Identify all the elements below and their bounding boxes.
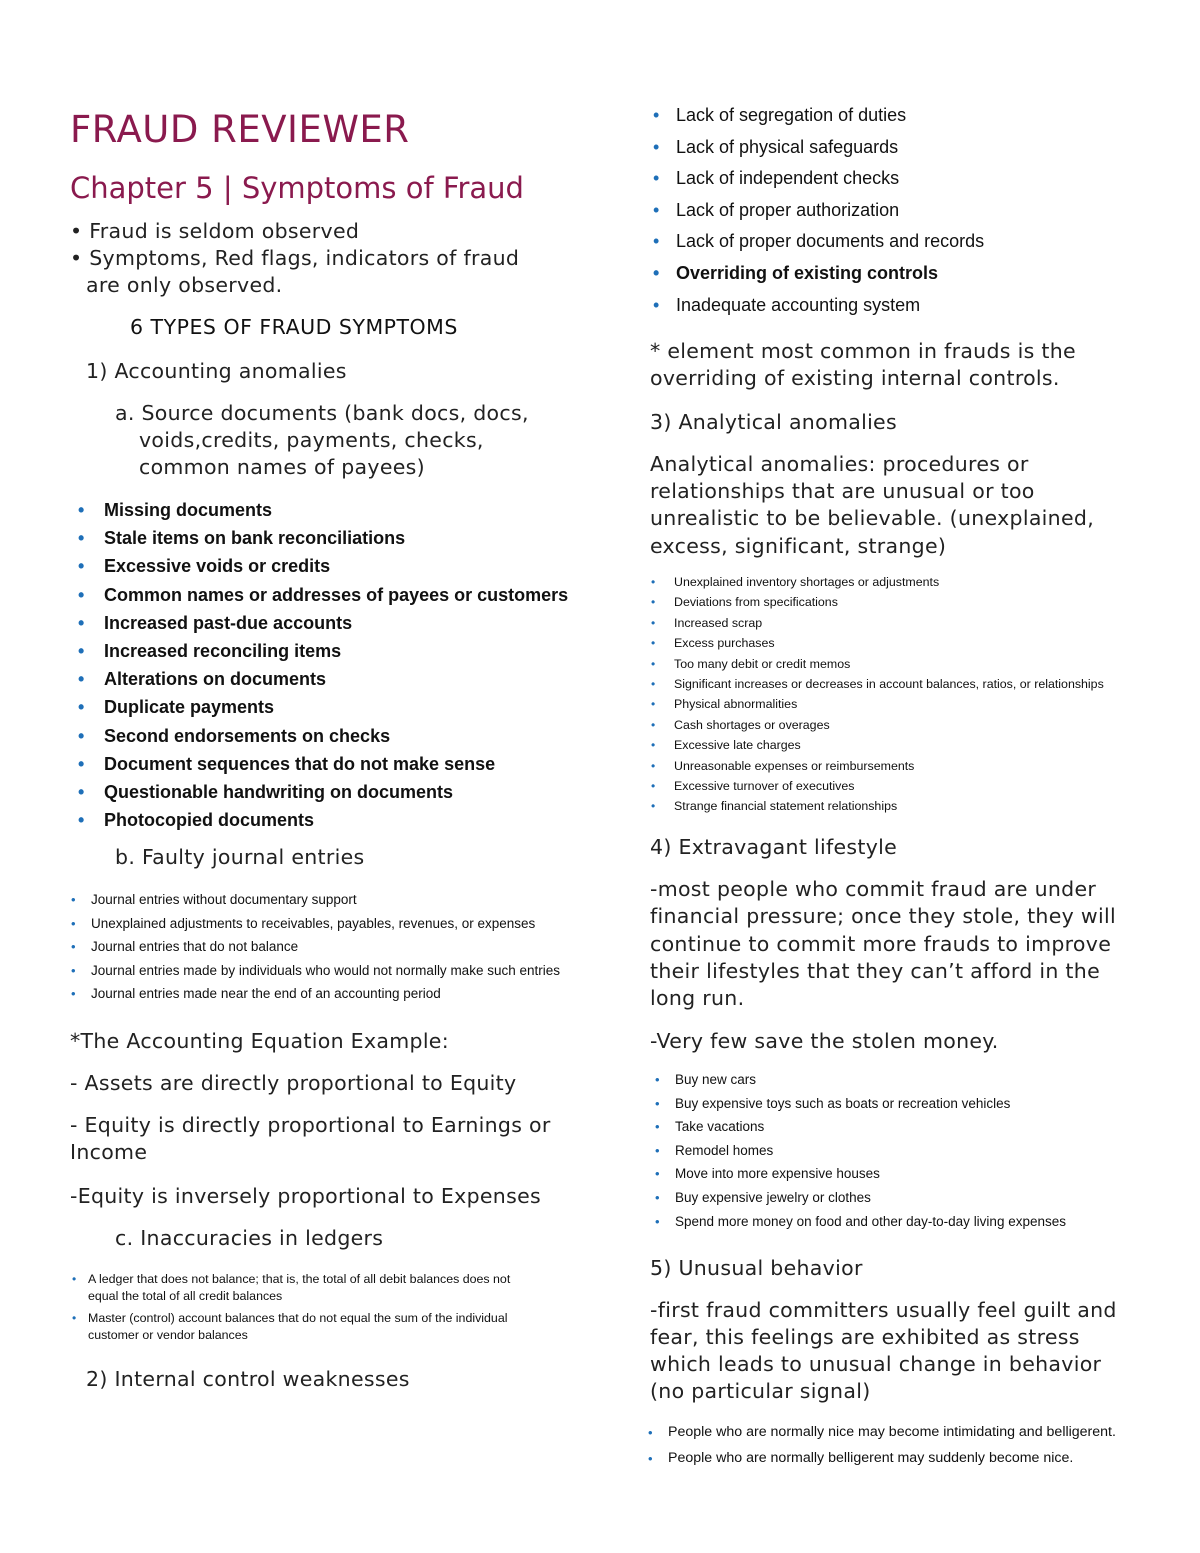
paragraph-line: long run. — [650, 986, 745, 1010]
types-heading: 6 TYPES OF FRAUD SYMPTOMS — [130, 315, 458, 339]
bullet-icon: • — [78, 753, 85, 774]
bullet-icon: • — [72, 1272, 77, 1286]
list-item: • Excess purchases — [648, 633, 1104, 653]
list-item: • Lack of physical safeguards — [650, 132, 984, 164]
equation-line: -Equity is inversely proportional to Expenses — [70, 1184, 541, 1208]
list-item: • Move into more expensive houses — [652, 1162, 1066, 1186]
list-item: • Physical abnormalities — [648, 694, 1104, 714]
list-item: • Lack of proper authorization — [650, 195, 984, 227]
bullet-icon: • — [655, 1213, 660, 1229]
bullet-icon: • — [78, 612, 85, 633]
bullet-icon: • — [71, 986, 76, 1002]
bullet-icon: • — [71, 892, 76, 907]
list-item: • Excessive voids or credits — [76, 552, 568, 580]
list-item: • Journal entries that do not balance — [68, 935, 560, 959]
bullet-icon: • — [71, 915, 76, 931]
analytical-anomalies-list — [648, 572, 1104, 817]
equation-title: *The Accounting Equation Example: — [70, 1029, 449, 1053]
list-item: • Questionable handwriting on documents — [76, 778, 568, 806]
bullet-icon: • — [78, 584, 85, 605]
bullet-icon: • — [78, 669, 85, 690]
paragraph-line: unrealistic to be believable. (unexplained, — [650, 506, 1095, 530]
bullet-icon: • — [72, 1311, 77, 1325]
equation-line: - Assets are directly proportional to Equity — [70, 1071, 517, 1095]
paragraph-line: (no particular signal) — [650, 1379, 871, 1403]
bullet-icon: • — [71, 939, 76, 955]
note-line: * element most common in frauds is the — [650, 339, 1076, 363]
bullet-icon: • — [651, 697, 656, 712]
bullet-icon: • — [653, 231, 660, 252]
list-item: • Unexplained inventory shortages or adjustments — [648, 572, 1104, 592]
bullet-icon: • — [655, 1142, 660, 1158]
list-item: • Lack of independent checks — [650, 163, 984, 195]
list-item: • Document sequences that do not make sense — [76, 750, 568, 778]
bullet-icon: • — [78, 500, 85, 520]
paragraph-line: relationships that are unusual or too — [650, 479, 1035, 503]
chapter-heading: Chapter 5 | Symptoms of Fraud — [70, 171, 524, 205]
bullet-icon: • — [651, 738, 656, 753]
list-item: • Duplicate payments — [76, 693, 568, 721]
paragraph-line: Analytical anomalies: procedures or — [650, 452, 1029, 476]
bullet-icon: • — [651, 779, 656, 794]
paragraph-line: fear, this feelings are exhibited as stress — [650, 1325, 1080, 1349]
paragraph-line: -most people who commit fraud are under — [650, 877, 1097, 901]
bullet-icon: • — [651, 636, 656, 651]
list-item: • Excessive late charges — [648, 735, 1104, 755]
bullet-icon: • — [653, 294, 660, 315]
list-item: • Increased scrap — [648, 613, 1104, 633]
list-item: • Remodel homes — [652, 1139, 1066, 1163]
section-heading-lifestyle: 4) Extravagant lifestyle — [650, 835, 898, 859]
list-item: • Buy new cars — [652, 1068, 1066, 1092]
list-item: • Common names or addresses of payees or customers — [76, 581, 568, 609]
list-item: • Missing documents — [76, 496, 568, 524]
list-item: • Excessive turnover of executives — [648, 776, 1104, 796]
list-item: • Journal entries made near the end of an accounting period — [68, 982, 560, 1006]
list-item: • Alterations on documents — [76, 665, 568, 693]
source-documents-list — [76, 496, 568, 834]
bullet-icon: • — [651, 799, 656, 814]
paragraph-line: which leads to unusual change in behavior — [650, 1352, 1102, 1376]
bullet-icon: • — [651, 656, 656, 671]
list-item: • Unreasonable expenses or reimbursements — [648, 756, 1104, 776]
list-item: • Spend more money on food and other day-to-day living expenses — [652, 1210, 1066, 1234]
list-item: • Buy expensive jewelry or clothes — [652, 1186, 1066, 1210]
bullet-icon: • — [78, 810, 85, 831]
list-item: • Lack of proper documents and records — [650, 226, 984, 258]
bullet-icon: • — [655, 1095, 660, 1111]
bullet-icon: • — [78, 556, 85, 577]
list-item: • Second endorsements on checks — [76, 722, 568, 750]
list-item: • Journal entries made by individuals who would not normally make such entries — [68, 959, 560, 983]
bullet-icon: • — [651, 575, 656, 589]
equation-line: - Equity is directly proportional to Earnings or — [70, 1113, 551, 1137]
list-item: • Take vacations — [652, 1115, 1066, 1139]
bullet-icon: • — [653, 262, 660, 283]
ledger-list — [70, 1271, 590, 1349]
list-item: • Significant increases or decreases in account balances, ratios, or relationships — [648, 674, 1104, 694]
journal-entries-list — [68, 888, 560, 1006]
subsection-journal-entries: b. Faulty journal entries — [115, 845, 365, 869]
internal-control-list — [650, 100, 984, 321]
list-item: • Deviations from specifications — [648, 592, 1104, 612]
list-item: • A ledger that does not balance; that is, the total of all debit balances does not equal the total of all credit balances — [72, 1272, 511, 1303]
bullet-icon: • — [655, 1072, 660, 1087]
section-heading-behavior: 5) Unusual behavior — [650, 1256, 863, 1280]
list-item: • Increased past-due accounts — [76, 609, 568, 637]
list-item: • Inadequate accounting system — [650, 290, 984, 322]
list-item: • Journal entries without documentary support — [68, 888, 560, 912]
equation-line-continued: Income — [70, 1140, 148, 1164]
intro-bullet: • Symptoms, Red flags, indicators of fraud — [70, 246, 520, 270]
paragraph-line: financial pressure; once they stole, they will — [650, 904, 1116, 928]
intro-bullet-continued: are only observed. — [86, 273, 283, 297]
bullet-icon: • — [653, 199, 660, 220]
bullet-icon: • — [651, 758, 656, 773]
paragraph-line: excess, significant, strange) — [650, 534, 947, 558]
section-heading-internal-control: 2) Internal control weaknesses — [86, 1367, 410, 1391]
list-item: • Overriding of existing controls — [650, 258, 984, 290]
bullet-icon: • — [651, 677, 656, 692]
bullet-icon: • — [651, 717, 656, 732]
paragraph-line: -Very few save the stolen money. — [650, 1029, 999, 1053]
bullet-icon: • — [78, 782, 85, 803]
list-item: • People who are normally belligerent may suddenly become nice. — [645, 1446, 1116, 1472]
bullet-icon: • — [648, 1450, 653, 1466]
bullet-icon: • — [653, 168, 660, 189]
bullet-icon: • — [655, 1189, 660, 1205]
list-item: • Lack of segregation of duties — [650, 100, 984, 132]
section-heading-analytical: 3) Analytical anomalies — [650, 410, 897, 434]
list-item: • People who are normally nice may become intimidating and belligerent. — [645, 1420, 1116, 1446]
subsection-source-documents-line: common names of payees) — [139, 455, 425, 479]
subsection-source-documents-line: voids,credits, payments, checks, — [139, 428, 484, 452]
list-item: • Buy expensive toys such as boats or recreation vehicles — [652, 1092, 1066, 1116]
behavior-list — [645, 1420, 1116, 1471]
paragraph-line: -first fraud committers usually feel guilt and — [650, 1298, 1117, 1322]
bullet-icon: • — [651, 595, 656, 610]
list-item: • Cash shortages or overages — [648, 715, 1104, 735]
intro-bullet: • Fraud is seldom observed — [70, 219, 360, 243]
bullet-icon: • — [71, 962, 76, 978]
bullet-icon: • — [655, 1166, 660, 1182]
list-item: • Unexplained adjustments to receivables, payables, revenues, or expenses — [68, 912, 560, 936]
bullet-icon: • — [78, 725, 85, 746]
list-item: • Master (control) account balances that do not equal the sum of the individual customer or vendor balances — [72, 1311, 508, 1342]
paragraph-line: continue to commit more frauds to improve — [650, 932, 1112, 956]
bullet-icon: • — [78, 528, 85, 549]
bullet-icon: • — [655, 1119, 660, 1135]
document-title: FRAUD REVIEWER — [70, 108, 410, 151]
list-item: • Too many debit or credit memos — [648, 654, 1104, 674]
bullet-icon: • — [651, 615, 656, 630]
bullet-icon: • — [78, 697, 85, 718]
bullet-icon: • — [653, 105, 660, 125]
list-item: • Stale items on bank reconciliations — [76, 524, 568, 552]
list-item: • Strange financial statement relationships — [648, 796, 1104, 816]
subsection-ledgers: c. Inaccuracies in ledgers — [115, 1226, 384, 1250]
section-heading-accounting: 1) Accounting anomalies — [86, 359, 347, 383]
paragraph-line: their lifestyles that they can’t afford in the — [650, 959, 1100, 983]
bullet-icon: • — [78, 641, 85, 662]
subsection-source-documents: a. Source documents (bank docs, docs, — [115, 401, 529, 425]
note-line: overriding of existing internal controls. — [650, 366, 1060, 390]
list-item: • Photocopied documents — [76, 806, 568, 834]
bullet-icon: • — [653, 136, 660, 157]
lifestyle-list — [652, 1068, 1066, 1233]
bullet-icon: • — [648, 1425, 653, 1440]
list-item: • Increased reconciling items — [76, 637, 568, 665]
